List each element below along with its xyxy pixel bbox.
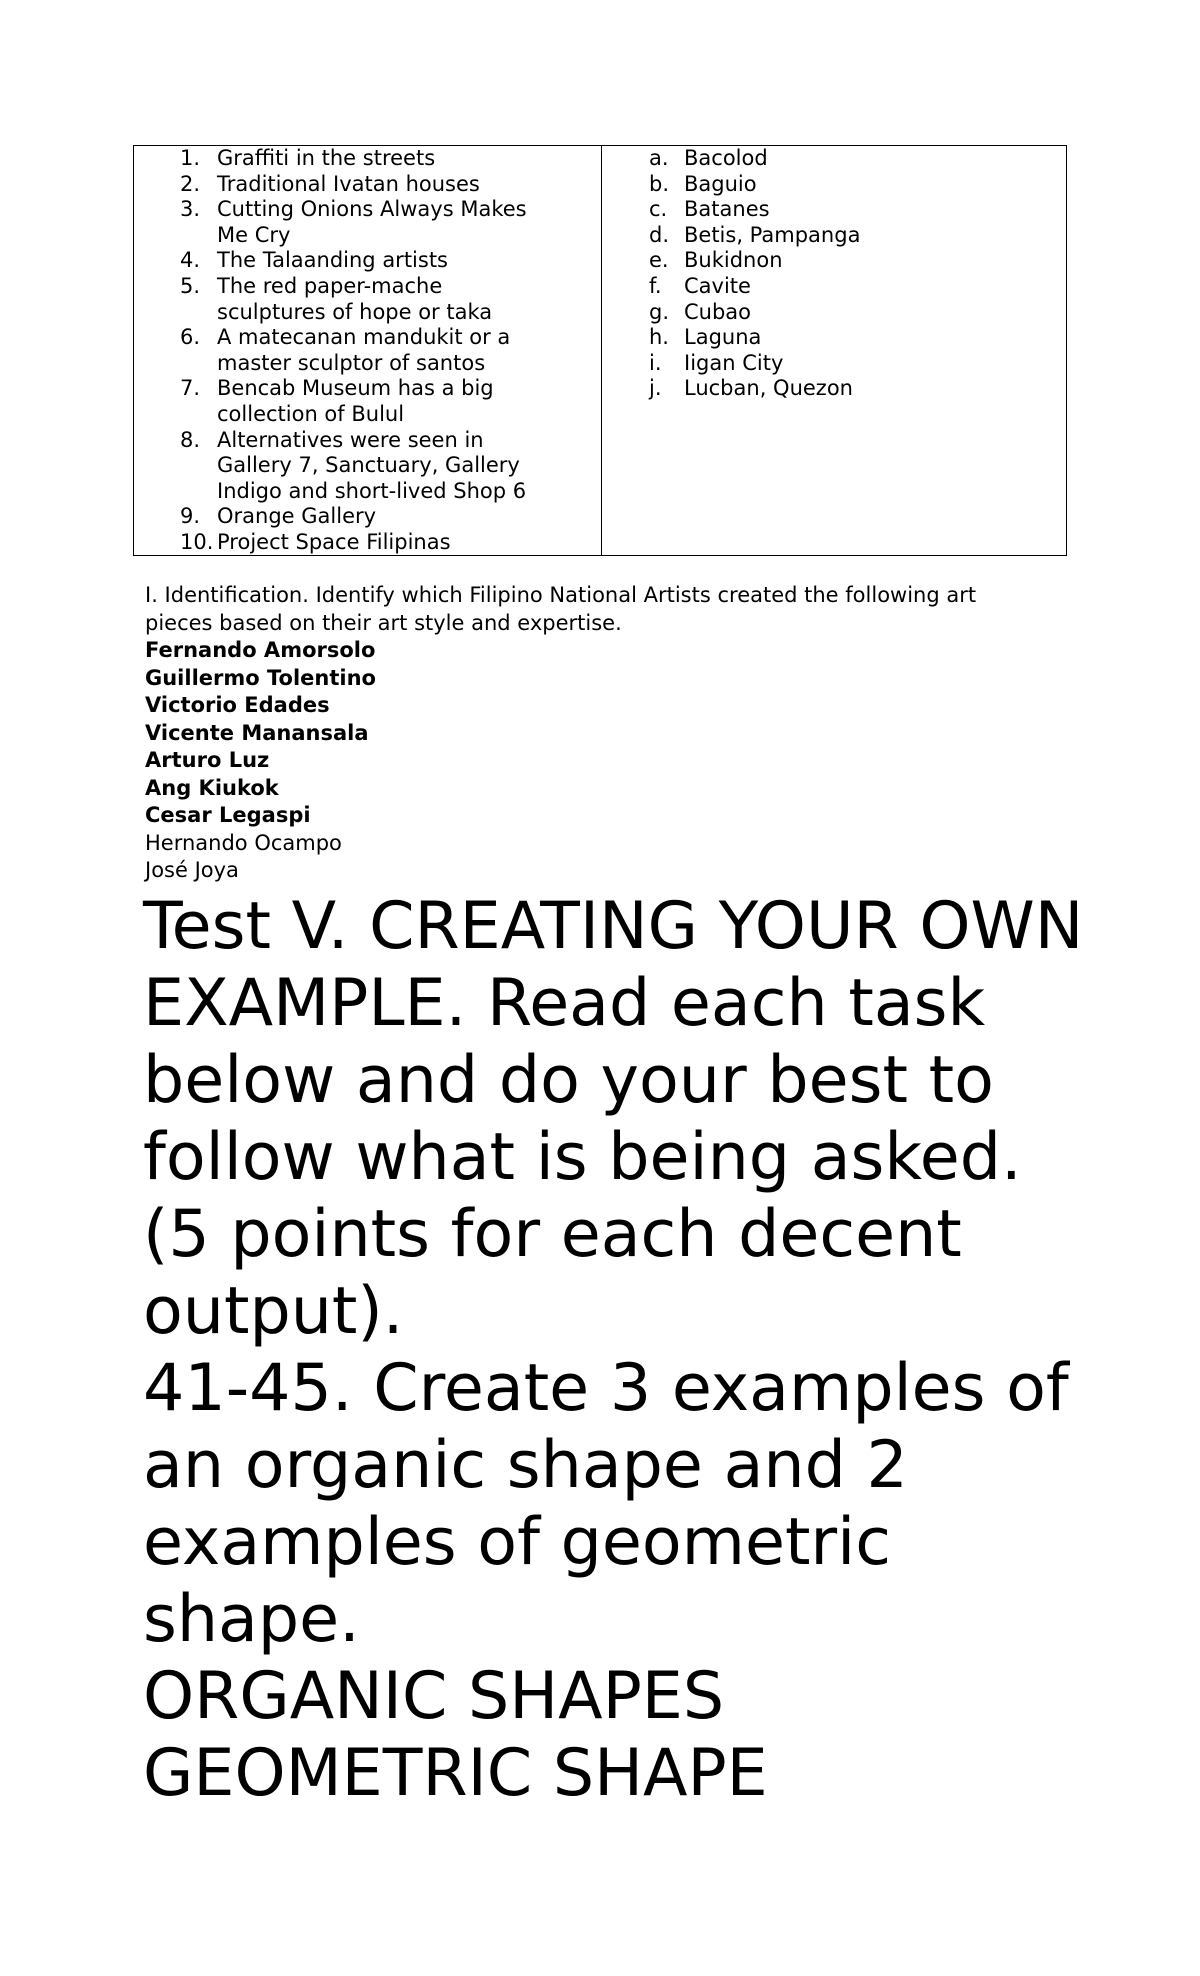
item-number: 5. [180,273,201,298]
list-item [602,172,1066,198]
list-item [602,248,1066,274]
item-letter: c. [649,197,668,222]
item-text: Graffiti in the streets [217,146,436,170]
geometric-shape-label: GEOMETRIC SHAPE [143,1736,768,1811]
matching-table [133,145,1067,556]
item-letter: b. [649,171,670,196]
artist-name: José Joya [145,858,239,882]
item-letter: d. [649,222,670,247]
artist-name: Cesar Legaspi [145,803,311,827]
item-letter: e. [649,248,669,273]
list-item [134,428,557,505]
list-item [134,530,557,556]
identification-instruction: I. Identification. Identify which Filipino National Artists created the following art pieces based on their art style and expertise. [145,583,977,635]
item-text: Lucban, Quezon [684,376,853,401]
item-number: 7. [180,376,201,401]
list-item [602,146,1066,172]
item-text: Betis, Pampanga [684,222,861,247]
item-text: The Talaanding artists [217,248,448,273]
item-letter: j. [649,376,662,401]
item-letter: a. [649,146,669,170]
artist-name: Arturo Luz [145,748,270,772]
item-text: Cubao [684,299,752,324]
item-number: 6. [180,325,201,350]
matching-right-column [602,146,1066,555]
artist-name: Hernando Ocampo [145,830,342,855]
item-letter: g. [649,299,670,324]
left-list [134,146,601,556]
artist-name: Victorio Edades [145,693,330,717]
list-item [602,351,1066,377]
item-text: Bukidnon [684,248,783,273]
item-text: Alternatives were seen in Gallery 7, Sanctuary, Gallery Indigo and short-lived Shop 6 [217,427,527,503]
list-item [134,197,557,248]
list-item [134,504,557,530]
test-v-task: 41-45. Create 3 examples of an organic shape and 2 examples of geometric shape. [143,1351,1069,1657]
item-number: 2. [180,171,201,196]
item-text: Orange Gallery [217,504,377,529]
list-item [602,197,1066,223]
item-text: The red paper-mache sculptures of hope or taka [217,273,493,324]
organic-shapes-label: ORGANIC SHAPES [143,1659,725,1734]
artist-name: Guillermo Tolentino [145,665,376,690]
artist-name: Vicente Manansala [145,720,369,745]
item-number: 8. [180,427,201,452]
test-v-section [143,888,1103,1812]
item-text: Laguna [684,325,762,350]
list-item [602,300,1066,326]
list-item [602,376,1066,402]
item-text: Project Space Filipinas [217,529,451,554]
item-text: Batanes [684,197,770,222]
test-v-heading: Test V. CREATING YOUR OWN EXAMPLE. Read each task below and do your best to follow what is being asked. (5 points for each decent output). [143,889,1084,1349]
item-text: Iigan City [684,350,784,375]
item-text: Bacolod [684,146,768,170]
list-item [134,274,557,325]
item-text: Cutting Onions Always Makes Me Cry [217,197,527,247]
list-item [602,223,1066,249]
matching-left-column [134,146,602,555]
list-item [602,325,1066,351]
item-text: Traditional Ivatan houses [217,171,480,196]
item-number: 9. [180,504,201,529]
right-list [602,146,1066,402]
item-text: Baguio [684,171,757,196]
list-item [134,146,557,172]
item-letter: h. [649,325,669,350]
item-text: A matecanan mandukit or a master sculptor of santos [217,325,511,375]
list-item [134,172,557,198]
artist-name: Fernando Amorsolo [145,638,376,662]
item-letter: i. [649,350,662,375]
list-item [134,325,557,376]
item-number: 4. [180,248,201,273]
item-number: 10. [180,529,214,554]
identification-section [145,582,1045,885]
list-item [134,248,557,274]
list-item [134,376,557,427]
item-number: 3. [180,197,201,222]
list-item [602,274,1066,300]
artist-name: Ang Kiukok [145,775,279,800]
item-letter: f. [649,273,662,298]
item-text: Cavite [684,273,751,298]
item-text: Bencab Museum has a big collection of Bulul [217,376,494,426]
item-number: 1. [180,146,201,170]
